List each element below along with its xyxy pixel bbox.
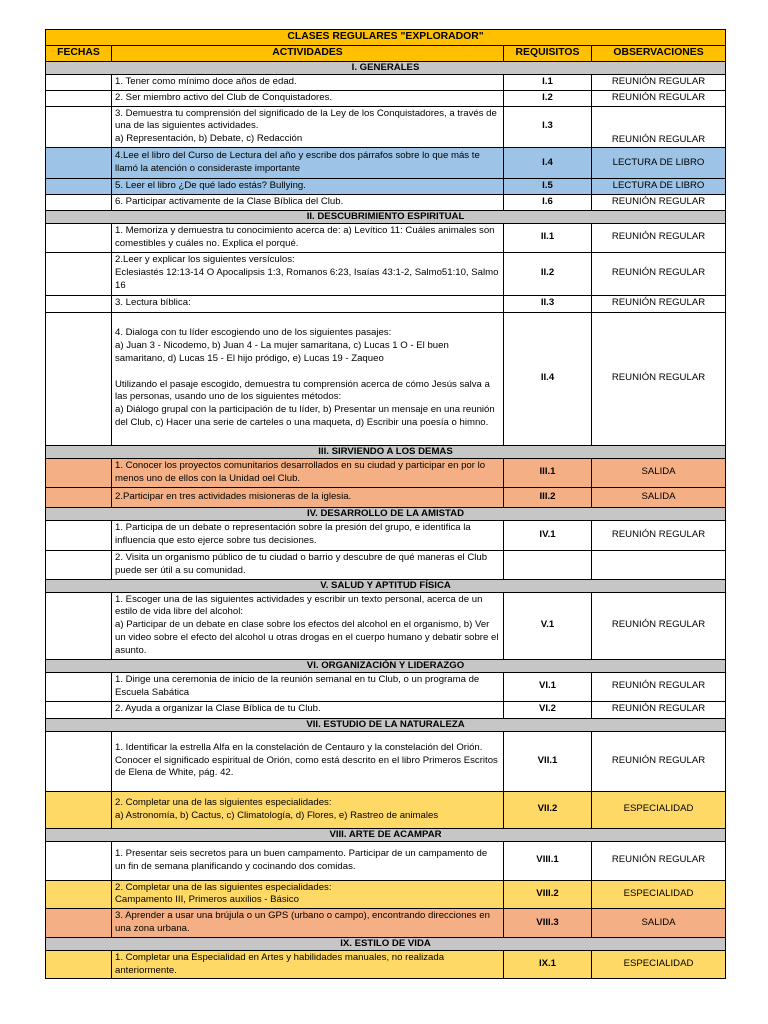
activity-cell: 5. Leer el libro ¿De qué lado estás? Bullying. [112,178,504,194]
section-title: VII. ESTUDIO DE LA NATURALEZA [46,718,726,731]
activity-cell: 3. Aprender a usar una brújula o un GPS (urbano o campo), encontrando direcciones en una zona urbana. [112,909,504,938]
requirement-cell: VI.2 [504,701,592,718]
requirement-cell: III.1 [504,458,592,487]
observation-cell: SALIDA [592,909,726,938]
observation-cell: REUNIÓN REGULAR [592,731,726,791]
observation-cell: REUNIÓN REGULAR [592,90,726,106]
date-cell[interactable] [46,252,112,295]
activity-cell: 4. Dialoga con tu líder escogiendo uno de los siguientes pasajes: a) Juan 3 - Nicodemo, b) Juan 4 - La mujer samaritana, c) Lucas 1 O - El buen samaritano, d) Lucas 15 - El hijo pródigo, e) Lucas 19 - Zaqueo Utilizando el pasaje escogido, demuestra tu comprensión acerca de cómo Jesús salva a las personas, usando uno de los siguientes métodos: a) Diálogo grupal con la participación de tu líder, b) Presentar un mensaje en una reunión del Club, c) Hacer una serie de carteles o una maqueta, d) Escribir una poesía o himno. [112,312,504,445]
table-row [46,312,726,445]
requirement-cell: V.1 [504,592,592,659]
date-cell[interactable] [46,520,112,550]
date-cell[interactable] [46,672,112,701]
table-row [46,791,726,828]
requirement-cell: I.5 [504,178,592,194]
section-row [46,579,726,592]
table-row [46,295,726,312]
observation-cell: REUNIÓN REGULAR [592,841,726,880]
section-title: III. SIRVIENDO A LOS DEMAS [46,445,726,458]
activity-cell: 1. Dirige una ceremonia de inicio de la reunión semanal en tu Club, o un programa de Escuela Sabática [112,672,504,701]
table-row [46,458,726,487]
table-row [46,841,726,880]
requirement-cell [504,550,592,579]
observation-cell: REUNIÓN REGULAR [592,75,726,91]
requirement-cell: III.2 [504,487,592,507]
title-row [46,30,726,46]
table-row [46,90,726,106]
requirements-table [45,29,726,979]
table-row [46,178,726,194]
observation-cell: REUNIÓN REGULAR [592,223,726,252]
requirement-cell: VIII.2 [504,880,592,909]
page-title: CLASES REGULARES "EXPLORADOR" [46,30,726,46]
date-cell[interactable] [46,178,112,194]
observation-cell: REUNIÓN REGULAR [592,520,726,550]
requirement-cell: II.2 [504,252,592,295]
requirement-cell: I.6 [504,194,592,210]
section-title: VI. ORGANIZACIÓN Y LIDERAZGO [46,659,726,672]
header-row [46,46,726,62]
activity-cell: 1. Tener como mínimo doce años de edad. [112,75,504,91]
col-header-actividades: ACTIVIDADES [112,46,504,62]
observation-cell: SALIDA [592,458,726,487]
table-row [46,731,726,791]
activity-cell: 1. Participa de un debate o representación sobre la presión del grupo, e identifica la influencia que esto ejerce sobre tus decisiones. [112,520,504,550]
date-cell[interactable] [46,458,112,487]
activity-cell: 2. Ser miembro activo del Club de Conquistadores. [112,90,504,106]
requirement-cell: II.4 [504,312,592,445]
activity-cell: 2. Completar una de las siguientes especialidades: Campamento III, Primeros auxilios - Básico [112,880,504,909]
date-cell[interactable] [46,592,112,659]
requirement-cell: I.4 [504,147,592,178]
requirement-cell: VII.2 [504,791,592,828]
section-title: I. GENERALES [46,62,726,75]
table-row [46,252,726,295]
section-row [46,828,726,841]
section-row [46,445,726,458]
observation-cell: SALIDA [592,487,726,507]
requirement-cell: VII.1 [504,731,592,791]
date-cell[interactable] [46,791,112,828]
section-title: VIII. ARTE DE ACAMPAR [46,828,726,841]
activity-cell: 6. Participar activamente de la Clase Bíblica del Club. [112,194,504,210]
col-header-fechas: FECHAS [46,46,112,62]
table-row [46,550,726,579]
col-header-requisitos: REQUISITOS [504,46,592,62]
observation-cell: REUNIÓN REGULAR [592,701,726,718]
col-header-observaciones: OBSERVACIONES [592,46,726,62]
activity-cell: 2.Leer y explicar los siguientes versículos: Eclesiastés 12:13-14 O Apocalipsis 1:3, Romanos 6:23, Isaías 43:1-2, Salmo51:10, Salmo 16 [112,252,504,295]
section-title: V. SALUD Y APTITUD FÍSICA [46,579,726,592]
table-row [46,106,726,147]
requirement-cell: II.3 [504,295,592,312]
activity-cell: 2. Visita un organismo público de tu ciudad o barrio y descubre de qué maneras el Club puede ser útil a su comunidad. [112,550,504,579]
date-cell[interactable] [46,550,112,579]
requirement-cell: I.1 [504,75,592,91]
observation-cell: ESPECIALIDAD [592,950,726,979]
activity-cell: 1. Escoger una de las siguientes actividades y escribir un texto personal, acerca de un estilo de vida libre del alcohol: a) Participar de un debate en clase sobre los efectos del alcohol en el organismo, b) Ver un video sobre el efecto del alcohol u otras drogas en el cuerpo humano y debatir sobre el asunto. [112,592,504,659]
date-cell[interactable] [46,147,112,178]
observation-cell: LECTURA DE LIBRO [592,178,726,194]
date-cell[interactable] [46,312,112,445]
activity-cell: 1. Presentar seis secretos para un buen campamento. Participar de un campamento de un fin de semana planificando y cocinando dos comidas. [112,841,504,880]
requirement-cell: I.2 [504,90,592,106]
observation-cell: REUNIÓN REGULAR [592,312,726,445]
section-title: II. DESCUBRIMIENTO ESPIRITUAL [46,210,726,223]
date-cell[interactable] [46,487,112,507]
table-row [46,147,726,178]
activity-cell: 1. Memoriza y demuestra tu conocimiento acerca de: a) Levítico 11: Cuáles animales son comestibles y cuáles no. Explica el porqué. [112,223,504,252]
table-row [46,950,726,979]
observation-cell: REUNIÓN REGULAR [592,252,726,295]
table-row [46,909,726,938]
section-row [46,507,726,520]
observation-cell: REUNIÓN REGULAR [592,295,726,312]
activity-cell: 2.Participar en tres actividades misioneras de la iglesia. [112,487,504,507]
section-row [46,210,726,223]
activity-cell: 3. Lectura bíblica: [112,295,504,312]
activity-cell: 2. Completar una de las siguientes especialidades: a) Astronomía, b) Cactus, c) Climatología, d) Flores, e) Rastreo de animales [112,791,504,828]
date-cell[interactable] [46,841,112,880]
section-title: IX. ESTILO DE VIDA [46,937,726,950]
date-cell[interactable] [46,295,112,312]
observation-cell: ESPECIALIDAD [592,880,726,909]
activity-cell: 1. Conocer los proyectos comunitarios desarrollados en su ciudad y participar en por lo menos uno de ellos con la Unidad oel Club. [112,458,504,487]
activity-cell: 3. Demuestra tu comprensión del significado de la Ley de los Conquistadores, a través de una de las siguientes actividades. a) Representación, b) Debate, c) Redacción [112,106,504,147]
table-row [46,75,726,91]
observation-cell [592,550,726,579]
section-row [46,937,726,950]
requirement-cell: I.3 [504,106,592,147]
date-cell[interactable] [46,106,112,147]
activity-cell: 1. Identificar la estrella Alfa en la constelación de Centauro y la constelación del Orión. Conocer el significado espiritual de Orión, como está descrito en el libro Primeros Escritos de Elena de White, pág. 42. [112,731,504,791]
section-row [46,718,726,731]
observation-cell: REUNIÓN REGULAR [592,194,726,210]
section-title: IV. DESARROLLO DE LA AMISTAD [46,507,726,520]
requirement-cell: VIII.1 [504,841,592,880]
activity-cell: 2. Ayuda a organizar la Clase Bíblica de tu Club. [112,701,504,718]
activity-cell: 1. Completar una Especialidad en Artes y habilidades manuales, no realizada anteriormente. [112,950,504,979]
date-cell[interactable] [46,75,112,91]
table-row [46,194,726,210]
activity-cell: 4.Lee el libro del Curso de Lectura del año y escribe dos párrafos sobre lo que más te llamó la atención o consideraste importante [112,147,504,178]
date-cell[interactable] [46,880,112,909]
date-cell[interactable] [46,909,112,938]
date-cell[interactable] [46,701,112,718]
date-cell[interactable] [46,223,112,252]
date-cell[interactable] [46,194,112,210]
requirement-cell: VI.1 [504,672,592,701]
observation-cell: ESPECIALIDAD [592,791,726,828]
date-cell[interactable] [46,90,112,106]
requirement-cell: IX.1 [504,950,592,979]
requirement-cell: IV.1 [504,520,592,550]
observation-cell: REUNIÓN REGULAR [592,672,726,701]
observation-cell: LECTURA DE LIBRO [592,147,726,178]
date-cell[interactable] [46,950,112,979]
section-row [46,62,726,75]
observation-cell: REUNIÓN REGULAR [592,106,726,147]
table-row [46,672,726,701]
date-cell[interactable] [46,731,112,791]
table-row [46,592,726,659]
table-row [46,520,726,550]
requirement-cell: VIII.3 [504,909,592,938]
table-row [46,487,726,507]
section-row [46,659,726,672]
table-row [46,701,726,718]
table-row [46,223,726,252]
requirement-cell: II.1 [504,223,592,252]
observation-cell: REUNIÓN REGULAR [592,592,726,659]
table-row [46,880,726,909]
